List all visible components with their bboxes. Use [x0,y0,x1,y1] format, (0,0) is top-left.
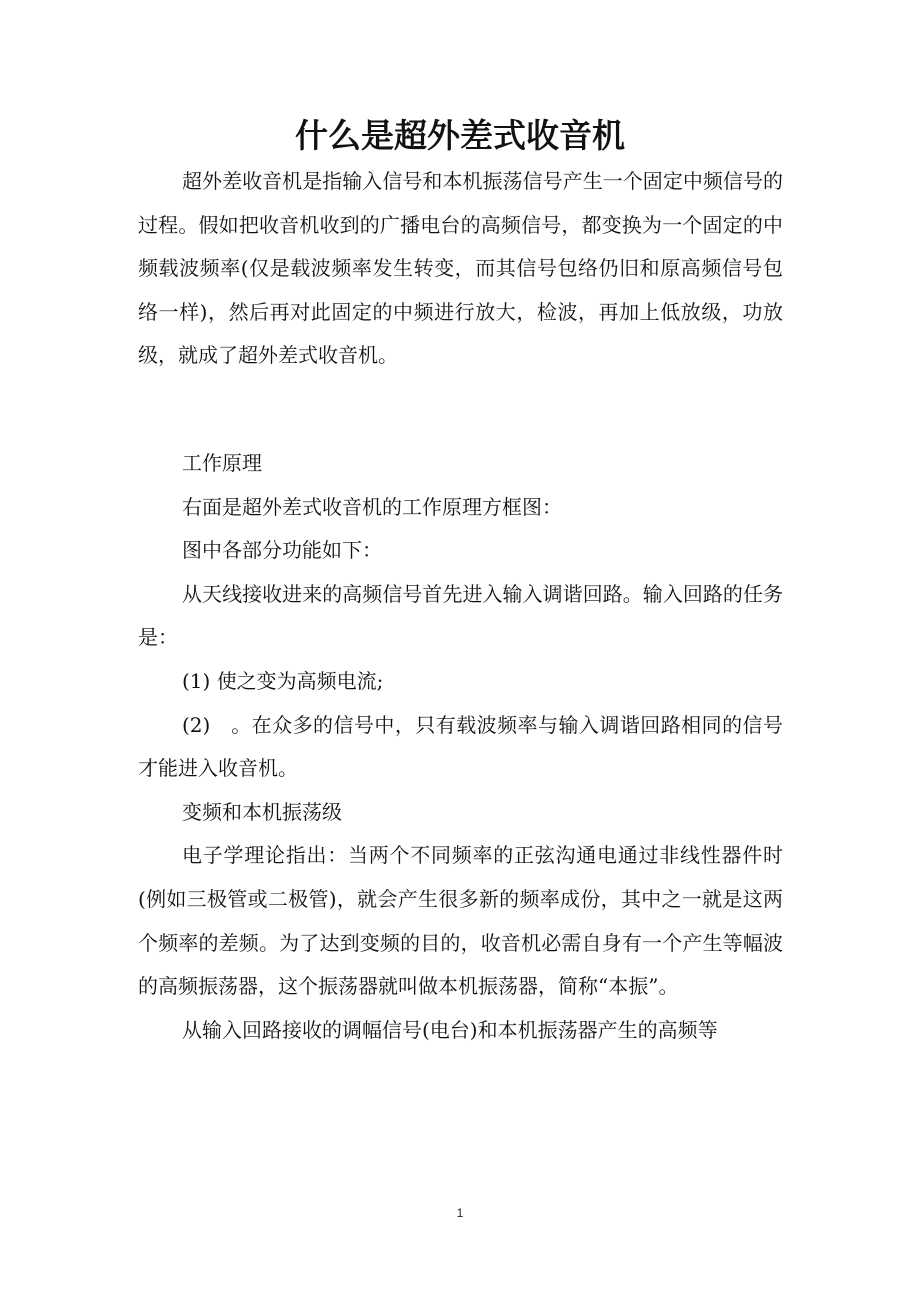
paragraph-antenna-input: 从天线接收进来的高频信号首先进入输入调谐回路。输入回路的任务是： [138,581,783,650]
section-heading-mixer-oscillator: 变频和本机振荡级 [182,799,342,824]
paragraph-input-signal: 从输入回路接收的调幅信号(电台)和本机振荡器产生的高频等 [182,1017,718,1042]
paragraph-functions: 图中各部分功能如下： [182,538,382,563]
paragraph-block-diagram: 右面是超外差式收音机的工作原理方框图： [182,494,562,519]
list-item-1: (1) 使之变为高频电流; [182,668,384,693]
document-body [138,160,783,1052]
paragraph-mixer-theory: 电子学理论指出：当两个不同频率的正弦沟通电通过非线性器件时(例如三极管或二极管)，就会产生很多新的频率成份，其中之一就是这两个频率的差频。为了达到变频的目的，收音机必需自身有一个产生等幅波的高频振荡器，这个振荡器就叫做本机振荡器，简称“本振”。 [138,843,783,999]
section-heading-working-principle: 工作原理 [182,450,262,475]
list-item-2: (2) 。在众多的信号中，只有载波频率与输入调谐回路相同的信号才能进入收音机。 [138,712,783,781]
paragraph-intro: 超外差收音机是指输入信号和本机振荡信号产生一个固定中频信号的过程。假如把收音机收到的广播电台的高频信号，都变换为一个固定的中频载波频率(仅是载波频率发生转变，而其信号包络仍旧和原高频信号包络一样)，然后再对此固定的中频进行放大，检波，再加上低放级，功放级，就成了超外差式收音机。 [138,169,783,368]
document-title: 什么是超外差式收音机 [295,116,625,155]
page-number: 1 [456,1206,464,1220]
